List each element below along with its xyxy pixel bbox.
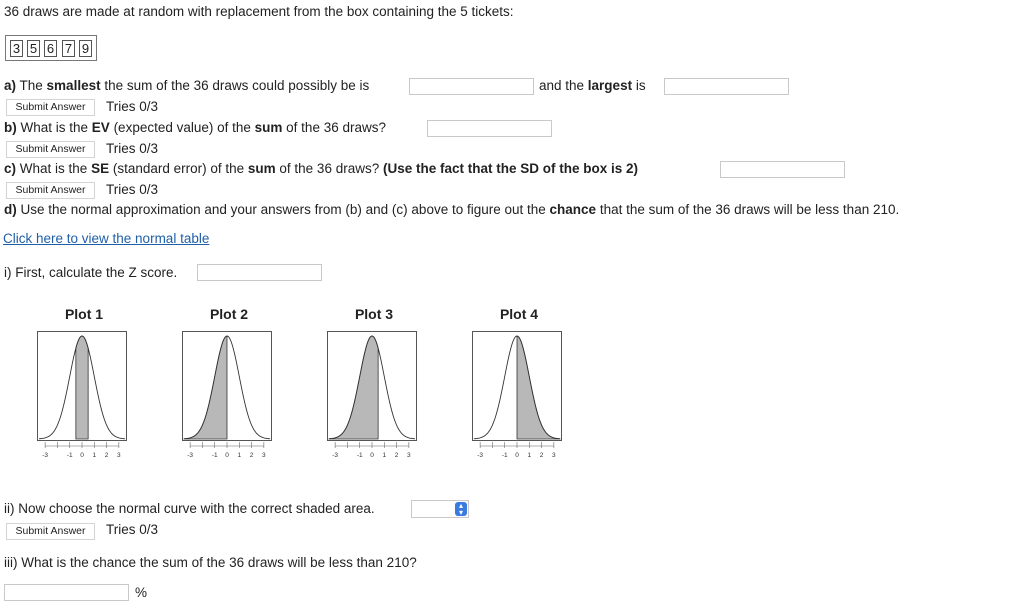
x-tick-label: 1 (382, 452, 387, 459)
normal-table-link[interactable]: Click here to view the normal table (3, 231, 210, 246)
x-tick-label: 2 (394, 452, 399, 459)
plot-2-normal-curve (182, 330, 272, 462)
x-tick-label: 1 (92, 452, 97, 459)
plot-select-dropdown[interactable] (411, 500, 469, 518)
ticket: 6 (44, 40, 57, 57)
smallest-sum-input[interactable] (409, 78, 534, 95)
x-tick-label: 2 (539, 452, 544, 459)
chance-input[interactable] (4, 584, 129, 601)
x-tick-label: 3 (117, 452, 121, 459)
question-ii: ii) Now choose the normal curve with the correct shaded area. (4, 501, 375, 516)
x-tick-label: 3 (407, 452, 411, 459)
x-tick-label: 1 (237, 452, 242, 459)
question-i: i) First, calculate the Z score. (4, 265, 178, 280)
plot-3-normal-curve (327, 330, 417, 462)
x-tick-label: -1 (211, 452, 218, 459)
ticket: 5 (27, 40, 40, 57)
largest-sum-input[interactable] (664, 78, 789, 95)
x-tick-label: 0 (370, 452, 374, 459)
question-a: a) The smallest the sum of the 36 draws could possibly be is (4, 78, 370, 93)
x-tick-label: 3 (262, 452, 266, 459)
x-tick-label: 0 (515, 452, 519, 459)
x-tick-label: 0 (225, 452, 229, 459)
plot-1-title: Plot 1 (64, 306, 104, 322)
x-tick-label: -3 (332, 452, 339, 459)
question-iii: iii) What is the chance the sum of the 36 draws will be less than 210? (4, 555, 417, 570)
x-tick-label: -3 (477, 452, 484, 459)
ticket: 3 (10, 40, 23, 57)
submit-answer-a-button[interactable]: Submit Answer (6, 99, 95, 116)
intro-text: 36 draws are made at random with replacement from the box containing the 5 tickets: (4, 4, 514, 19)
plot-3-title: Plot 3 (354, 306, 394, 322)
question-c: c) What is the SE (standard error) of the sum of the 36 draws? (Use the fact that the SD of the box is 2) (4, 161, 639, 176)
question-d: d) Use the normal approximation and your answers from (b) and (c) above to figure out the chance that the sum of the 36 draws will be less than 210. (4, 202, 900, 217)
question-b: b) What is the EV (expected value) of the sum of the 36 draws? (4, 120, 386, 135)
percent-sign: % (135, 585, 148, 600)
submit-answer-c-button[interactable]: Submit Answer (6, 182, 95, 199)
tries-ii: Tries 0/3 (106, 522, 159, 537)
x-tick-label: 3 (552, 452, 556, 459)
ticket-box (5, 35, 97, 61)
chevron-updown-icon: ▴ ▾ (455, 502, 467, 516)
x-tick-label: 1 (527, 452, 532, 459)
ticket: 7 (62, 40, 75, 57)
se-input[interactable] (720, 161, 845, 178)
submit-answer-ii-button[interactable]: Submit Answer (6, 523, 95, 540)
plot-1-normal-curve (37, 330, 127, 462)
tries-a: Tries 0/3 (106, 99, 159, 114)
tries-c: Tries 0/3 (106, 182, 159, 197)
question-a-largest: and the largest is (539, 78, 646, 93)
submit-answer-b-button[interactable]: Submit Answer (6, 141, 95, 158)
x-tick-label: -3 (187, 452, 194, 459)
x-tick-label: 0 (80, 452, 84, 459)
x-tick-label: -1 (356, 452, 363, 459)
x-tick-label: -1 (66, 452, 73, 459)
x-tick-label: -3 (42, 452, 49, 459)
plot-4-normal-curve (472, 330, 562, 462)
z-score-input[interactable] (197, 264, 322, 281)
tries-b: Tries 0/3 (106, 141, 159, 156)
shaded-area (76, 336, 88, 439)
x-tick-label: -1 (501, 452, 508, 459)
x-tick-label: 2 (249, 452, 254, 459)
x-tick-label: 2 (104, 452, 109, 459)
ticket: 9 (79, 40, 92, 57)
ev-input[interactable] (427, 120, 552, 137)
plot-2-title: Plot 2 (209, 306, 249, 322)
plot-4-title: Plot 4 (499, 306, 539, 322)
